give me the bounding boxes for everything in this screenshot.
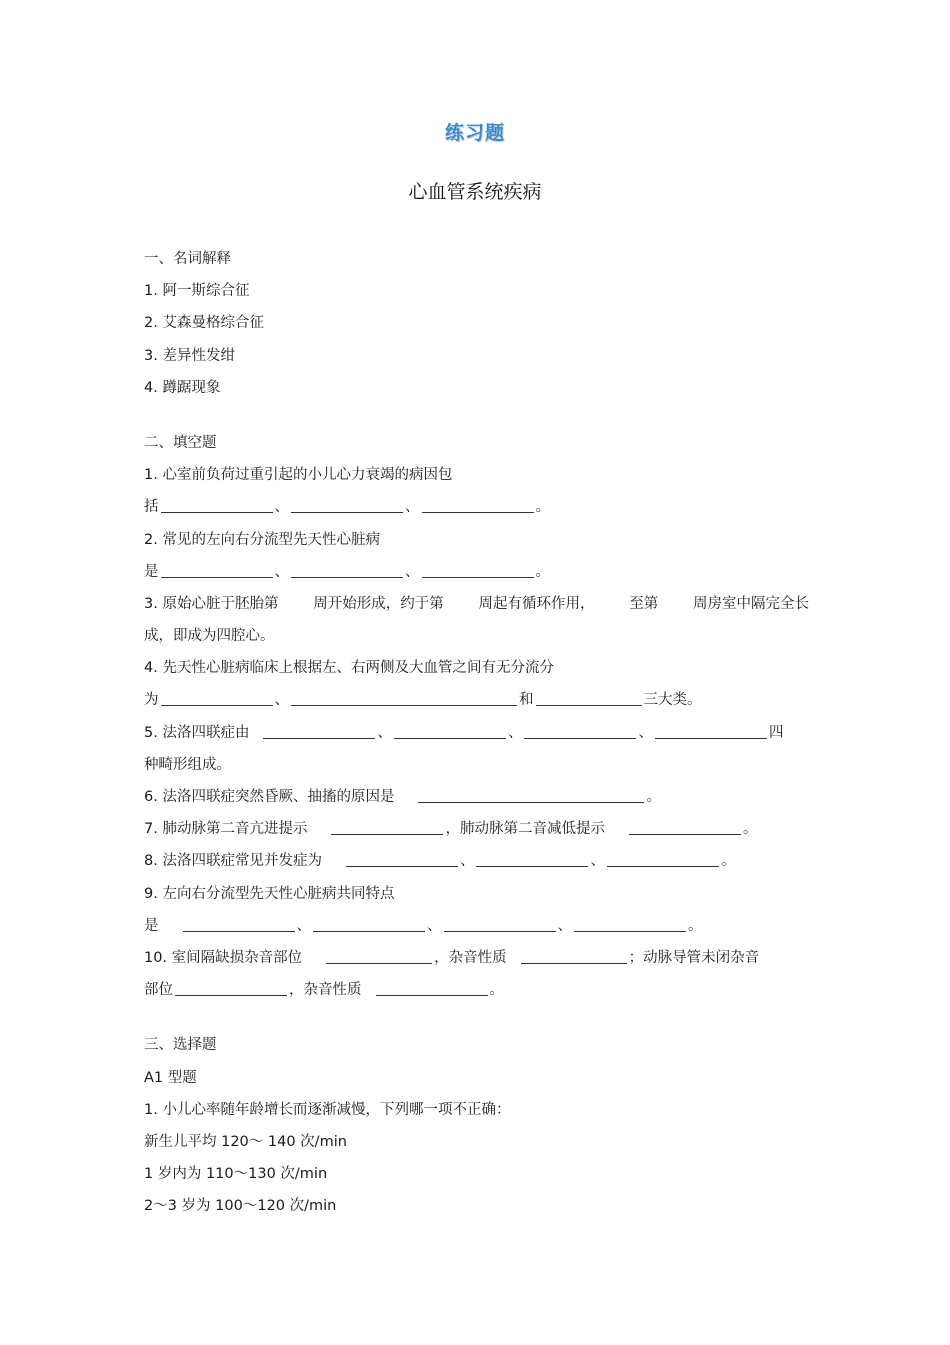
term-item: 3. 差异性发绀 [144,347,235,364]
answer-blank[interactable] [476,849,588,867]
answer-blank[interactable] [161,495,273,513]
answer-blank[interactable] [346,849,458,867]
question-4: 4. 先天性心脏病临床上根据左、右两侧及大血管之间有无分流分 [144,660,554,677]
worksheet-content [144,243,809,1222]
answer-blank[interactable] [418,785,644,803]
answer-blank[interactable] [444,914,556,932]
answer-blank[interactable] [524,721,636,739]
question-8: 8. 法洛四联症常见并发症为 、 、 。 [144,845,809,877]
question-3: 3. 原始心脏于胚胎第 周开始形成，约于第 周起有循环作用， 至第 周房室中隔完全长 [144,595,809,612]
mc-question-1: 1. 小儿心率随年龄增长而逐渐减慢，下列哪一项不正确： [144,1101,511,1118]
section-heading: 二、填空题 [144,434,217,451]
answer-blank[interactable] [376,978,488,996]
mc-option[interactable]: 新生儿平均 120～ 140 次/min [144,1133,347,1150]
answer-blank[interactable] [291,495,403,513]
answer-blank[interactable] [521,946,627,964]
question-2-blanks: 是 、 、 。 [144,556,809,588]
page-subtitle: 心血管系统疾病 [408,181,542,203]
term-item: 2. 艾森曼格综合征 [144,315,264,332]
answer-blank[interactable] [291,560,403,578]
question-2: 2. 常见的左向右分流型先天性心脏病 [144,531,380,548]
answer-blank[interactable] [175,978,287,996]
question-5-cont: 种畸形组成。 [144,756,231,773]
term-item: 4. 蹲踞现象 [144,379,221,396]
answer-blank[interactable] [629,817,741,835]
answer-blank[interactable] [574,914,686,932]
answer-blank[interactable] [394,721,506,739]
term-item: 1. 阿一斯综合征 [144,283,250,300]
question-10-cont: 部位 ，杂音性质 。 [144,974,809,1006]
section-heading: 一、名词解释 [144,251,231,267]
question-10: 10. 室间隔缺损杂音部位 ，杂音性质 ；动脉导管未闭杂音 [144,942,809,974]
question-9: 9. 左向右分流型先天性心脏病共同特点 [144,885,395,902]
answer-blank[interactable] [161,560,273,578]
question-1: 1. 心室前负荷过重引起的小儿心力衰竭的病因包 [144,467,453,484]
question-5: 5. 法洛四联症由 、 、 、 四 [144,717,809,749]
answer-blank[interactable] [422,495,534,513]
question-9-blanks: 是 、 、 、 。 [144,910,809,942]
question-6: 6. 法洛四联症突然昏厥、抽搐的原因是 。 [144,781,809,813]
answer-blank[interactable] [331,817,443,835]
answer-blank[interactable] [313,914,425,932]
answer-blank[interactable] [607,849,719,867]
question-type-heading: A1 型题 [144,1069,197,1086]
page-title: 练习题 [444,122,505,144]
question-1-blanks: 括 、 、 。 [144,491,809,523]
mc-option[interactable]: 1 岁内为 110～130 次/min [144,1166,328,1183]
mc-option[interactable]: 2～3 岁为 100～120 次/min [144,1198,337,1215]
question-3-cont: 成，即成为四腔心。 [144,628,275,645]
answer-blank[interactable] [263,721,375,739]
answer-blank[interactable] [422,560,534,578]
answer-blank[interactable] [291,688,517,706]
answer-blank[interactable] [536,688,642,706]
section-heading: 三、选择题 [144,1037,217,1054]
answer-blank[interactable] [655,721,767,739]
answer-blank[interactable] [326,946,432,964]
answer-blank[interactable] [161,688,273,706]
question-7: 7. 肺动脉第二音亢进提示 ，肺动脉第二音减低提示 。 [144,813,809,845]
question-4-blanks: 为 、 和 三大类。 [144,684,809,716]
answer-blank[interactable] [183,914,295,932]
